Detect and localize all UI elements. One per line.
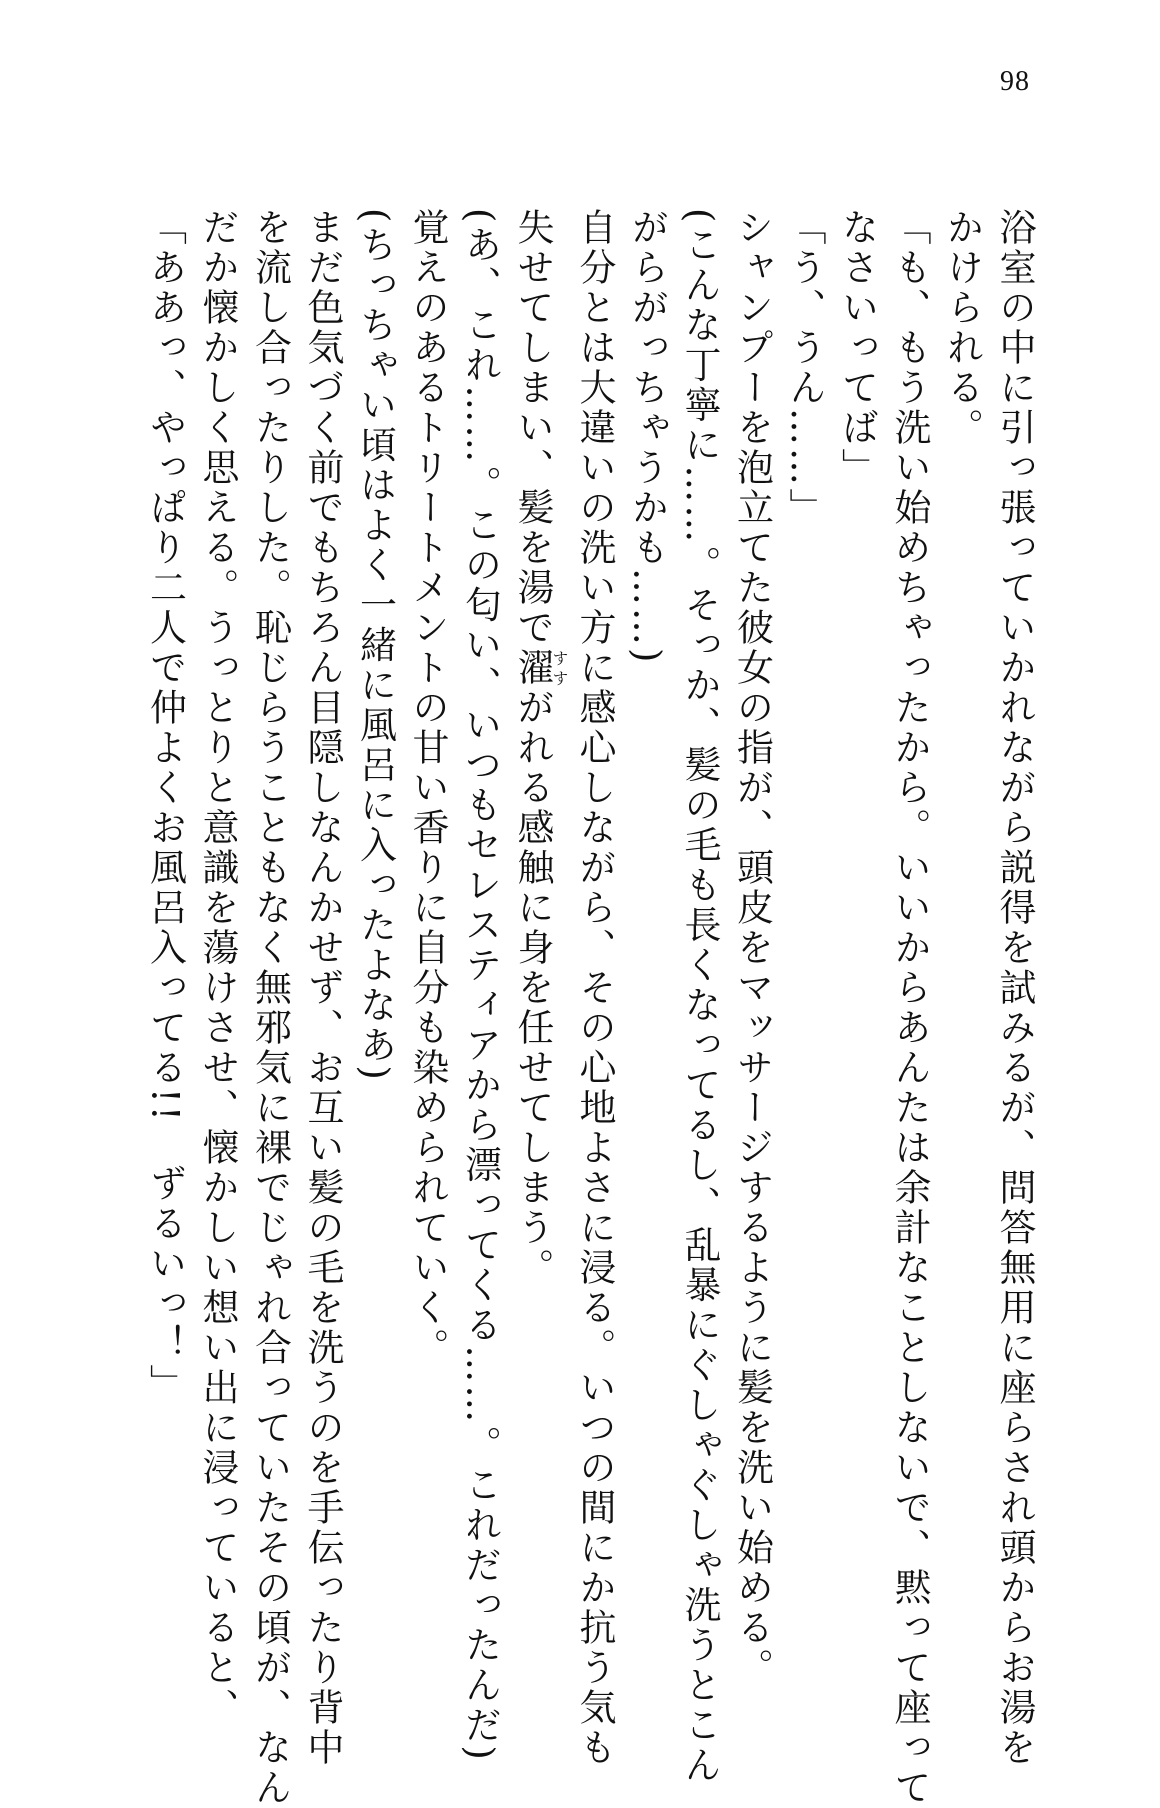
text-line-5: 「う、うん……」 bbox=[783, 208, 826, 528]
text-line-10-after: がれる感触に身を任せてしまう。 bbox=[511, 688, 554, 1288]
text-line-9: 自分とは大違いの洗い方に感心しながら、その心地よさに浸る。いつの間にか抗う気も bbox=[573, 208, 616, 1768]
text-line-3: 「も、もう洗い始めちゃったから。いいからあんたは余計なことしないで、黙って座って bbox=[888, 208, 931, 1808]
ruby-reading: すす bbox=[550, 648, 569, 688]
text-line-14: まだ色気づく前でもちろん目隠しなんかせず、お互い髪の毛を洗うのを手伝ったり背中 bbox=[301, 208, 344, 1768]
text-line-6: シャンプーを泡立てた彼女の指が、頭皮をマッサージするように髪を洗い始める。 bbox=[730, 208, 774, 1688]
text-line-7: (こんな丁寧に……。そっか、髪の毛も長くなってるし、乱暴にぐしゃぐしゃ洗うとこん bbox=[678, 208, 721, 1786]
text-line-12: 覚えのあるトリートメントの甘い香りに自分も染められていく。 bbox=[406, 208, 449, 1368]
text-line-4: なさいってば」 bbox=[835, 208, 879, 488]
text-line-17: 「ああっ、やっぱり二人で仲よくお風呂入ってる!! ずるいっ！」 bbox=[143, 208, 187, 1404]
vertical-body-text bbox=[143, 208, 1040, 1808]
text-line-2: かけられる。 bbox=[940, 208, 984, 448]
text-line-16: だか懐かしく思える。うっとりと意識を蕩けさせ、懐かしい想い出に浸っていると、 bbox=[196, 208, 239, 1728]
text-line-10-before: 失せてしまい、髪を湯で bbox=[511, 208, 554, 648]
text-line-15: を流し合ったりした。恥じらうこともなく無邪気に裸でじゃれ合っていたその頃が、なん bbox=[248, 208, 292, 1808]
text-line-8: がらがっちゃうかも……) bbox=[625, 208, 669, 666]
ruby-annotation: 濯すす bbox=[511, 648, 569, 688]
text-line-13: (ちっちゃい頃はよく一緒に風呂に入ったよなあ) bbox=[353, 208, 397, 1083]
text-line-11: (あ、これ……。この匂い、いつもセレスティアから漂ってくる……。これだったんだ) bbox=[458, 208, 502, 1763]
page-number: 98 bbox=[1000, 66, 1030, 97]
text-line-10-with-ruby bbox=[506, 208, 568, 1548]
text-line-1: 浴室の中に引っ張っていかれながら説得を試みるが、問答無用に座らされ頭からお湯を bbox=[993, 208, 1036, 1768]
